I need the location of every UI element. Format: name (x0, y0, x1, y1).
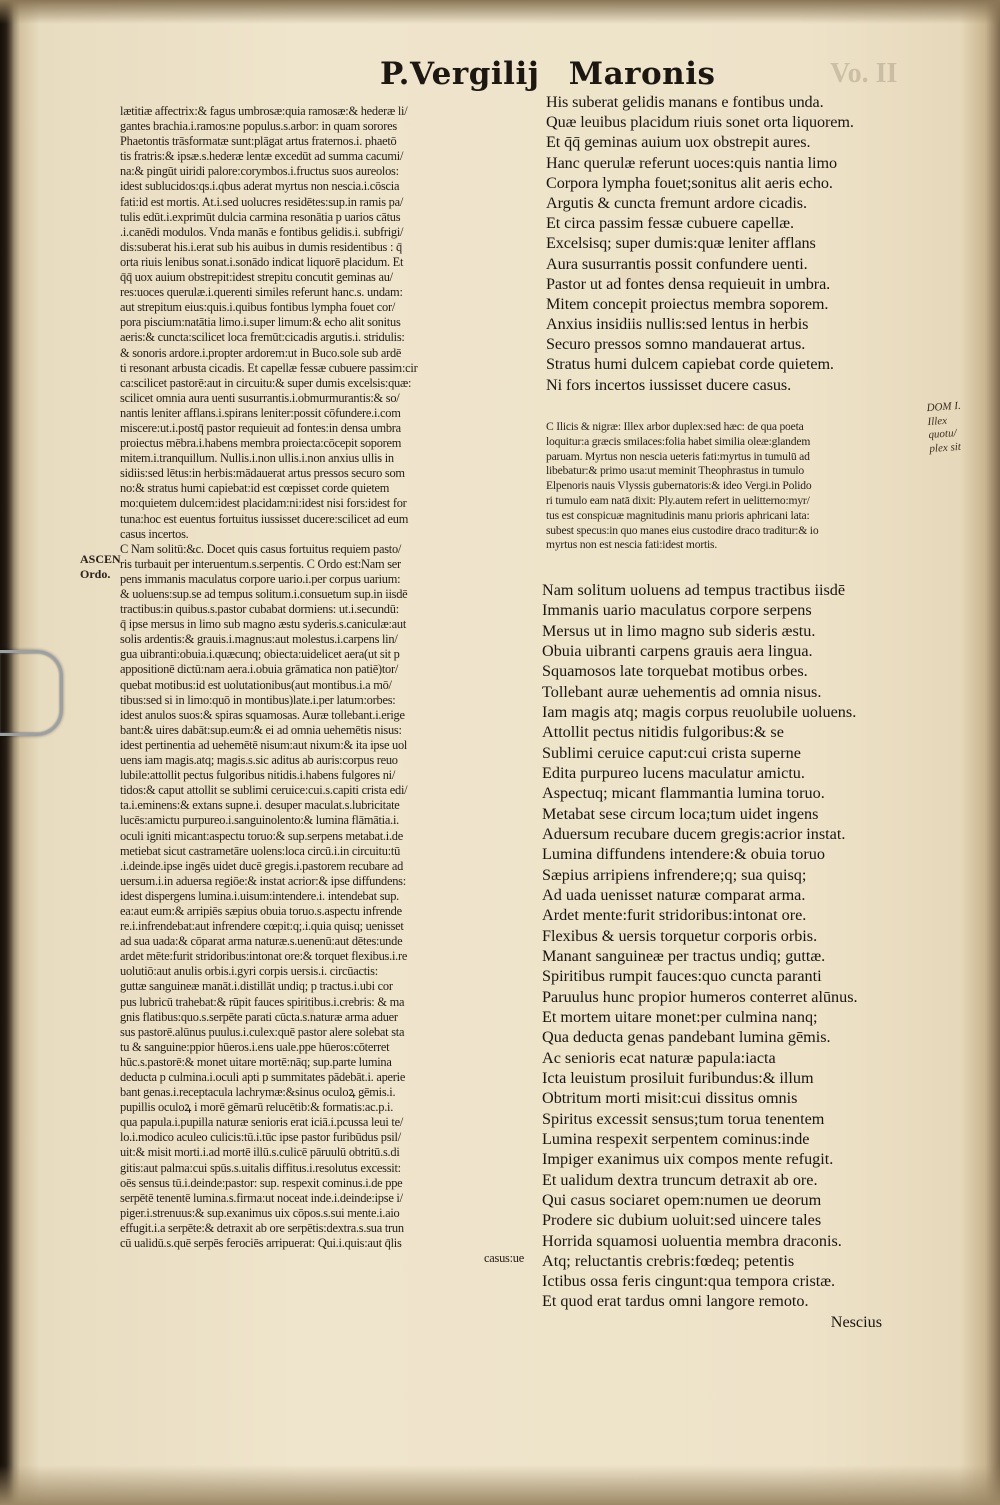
margin-note: DOM I. (926, 399, 962, 415)
margin-note: plex sit (929, 440, 962, 455)
verse-line: Prodere sic dubium uoluit:sed uincere tales (542, 1211, 822, 1230)
commentary-line: lætitiæ affectrix:& fagus umbrosæ:quia ramosæ:& hederæ li/ (120, 104, 408, 118)
verse-line: Attollit pectus nitidis fulgoribus:& se (542, 723, 784, 742)
verse-line: Argutis & cuncta fremunt ardore cicadis. (546, 193, 807, 212)
commentary-line: casus:ue (484, 1251, 524, 1266)
verse-line: Stratus humi dulcem capiebat corde quietem. (546, 355, 834, 374)
verse-line: Aduersum recubare ducem gregis:acrior instat. (542, 824, 846, 843)
commentary-line: no:& stratus humi capiebat:id est cœpisset corde quietem (120, 481, 390, 496)
verse-line: Squamosos late torquebat motibus orbes. (542, 662, 808, 681)
running-head-name: Maronis (568, 56, 716, 92)
commentary-line: sidiis:sed lētus:in herbis:mādauerat artus pressos securo som (120, 466, 405, 481)
margin-note: Illex (927, 414, 948, 428)
margin-note: quotu/ (928, 427, 957, 442)
page-top-edge (0, 0, 1000, 24)
commentary-line: .i.canēdi modulos. Vnda manās e fontibus gelidis.i. subfrigi/ (120, 224, 404, 239)
verse-line: Manant sanguineæ per tractus undiq; guttæ. (542, 946, 826, 965)
verse-line: Et ualidum dextra truncum detraxit ab ore. (542, 1170, 818, 1189)
verse-line: Excelsisq; super dumis:quæ leniter afflans (546, 234, 816, 253)
commentary-line: deducta p culmina.i.oculi apti p summitates pādebāt.i. aperie (120, 1070, 406, 1084)
commentary-line: tractibus:in quibus.s.pastor cubabat dormiens: ut.i.secundū: (120, 602, 399, 617)
commentary-line: lo.i.modico aculeo culicis:tū.i.tūc ipse pastor furibūdus psil/ (120, 1130, 401, 1145)
note-line: tus est conspicuæ magnitudinis manu prioris aphricani lata: (546, 508, 810, 522)
commentary-line: solis ardentis:& grauis.i.magnus:aut molestus.i.carpens lin/ (120, 632, 398, 647)
paper-clip (0, 650, 63, 736)
note-line: subest specus:in quo manes eius custodire draco traditur:& io (546, 523, 819, 537)
verse-line: Sublimi ceruice caput:cui crista superne (542, 743, 801, 762)
commentary-column (120, 104, 528, 1266)
commentary-line: re.i.infrendebat:aut infrendere cœpit:q;.i.quia quisq; uenisset (120, 919, 404, 934)
commentary-line: q̄ ipse mersus in limo sub magno æstu syderis.s.caniculæ:aut (120, 617, 407, 632)
running-head-author: P.Vergilij (380, 56, 540, 92)
note-line: paruam. Myrtus non nescia ueteris fati:myrtus in tumulū ad (546, 449, 810, 463)
commentary-line: gantes brachia.i.ramos:ne populus.s.arbor: in quam sorores (120, 119, 397, 134)
commentary-line: mo:quietem dulcem:idest placidam:ni:idest nisi fors:idest for (120, 496, 407, 511)
commentary-line: gua uibranti:obuia.i.quæcunq; obiecta:uidelicet aera(ut sit p (120, 647, 400, 662)
verse-line: Corpora lympha fouet;sonitus alit aeris echo. (546, 173, 833, 192)
verse-line: Ardet mente:furit stridoribus:intonat ore. (542, 906, 807, 925)
commentary-line: tidos:& caput attollit se sublimi ceruice:cui.s.capiti crista edi/ (120, 783, 408, 798)
commentary-line: uersum.i.in aduersa regiōe:& instat acrior:& ipse diffundens: (120, 873, 406, 888)
verse-line: Immanis uario maculatus corpore serpens (542, 601, 812, 620)
commentary-line: na:& pingūt uiridi palore:corymbos.i.fructus suos aureolos: (120, 164, 399, 179)
commentary-line: gitis:aut palma:cui spūs.s.uitalis diffitus.i.resolutus excessit: (120, 1160, 401, 1175)
verse-line: Mersus ut in limo magno sub sideris æstu. (542, 621, 816, 640)
commentary-line: lucēs:amictu purpureo.i.sanguinolento:& lumina flāmātia.i. (120, 813, 400, 828)
commentary-line: quebat motibus:id est uolutationibus(aut montibus.i.a mō/ (120, 677, 392, 692)
verse-block-bottom (542, 580, 922, 1332)
verse-line: Et q̄q̄ geminas auium uox obstrepit aures. (546, 133, 811, 152)
verse-line: Atq; reluctantis crebris:fœdeq; petentis (542, 1251, 795, 1270)
verse-line: Edita purpureo lucens maculatur amictu. (542, 763, 805, 782)
commentary-line: tis fratris:& ipsæ.s.hederæ lentæ excedūt ad summa cacumi/ (120, 149, 404, 164)
commentary-line: metiebat sicut castrametāre uolens:loca circū.i.in circuitu:tū (120, 843, 401, 858)
verse-line: Et mortem uitare monet:per culmina nanq; (542, 1007, 818, 1026)
commentary-line: dis:suberat his.i.erat sub his auibus in dumis residentibus : q̄ (120, 239, 402, 254)
commentary-line: bant genas.i.receptacula lachrymæ:&sinus oculoꝝ gēmis.i. (120, 1085, 396, 1100)
commentary-line: effugit.i.a serpēte:& detraxit ab ore serpētis:dextra.s.sua trun (120, 1220, 404, 1235)
verse-line: Spiritibus rumpit fauces:quo cuncta paranti (542, 967, 822, 986)
verse-line: Ac senioris ecat naturæ papula:iacta (542, 1048, 776, 1067)
commentary-line: aut strepitum eius:quis.i.quibus fontibus lympha fouet cor/ (120, 300, 396, 315)
commentary-line: ti resonant arbusta cicadis. Et capellæ fessæ cubuere passim:cir (120, 360, 418, 375)
commentary-line: oculi igniti micant:aspectu toruo:& sup.serpens metabat.i.de (120, 828, 403, 843)
commentary-line: piger.i.strenuus:& sup.exanimus uix cōpos.s.sui mente.i.aio (120, 1205, 400, 1220)
page-bottom-edge (0, 1465, 1000, 1505)
commentary-line: sus pastorē.alūnus puulus.i.culex:quē pastor alere solebat sta (120, 1024, 405, 1039)
commentary-line: tibus:sed si in limo:quō in montibus)late.i.per latum:orbes: (120, 692, 396, 707)
verse-line: Qui casus sociaret opem:numen ue deorum (542, 1190, 822, 1209)
commentary-line: hūc.s.pastorē:& monet uitare mortē:nāq; sup.parte lumina (120, 1054, 392, 1069)
note-line: C Ilicis & nigræ: Illex arbor duplex:sed hæc: de qua poeta (546, 420, 804, 433)
commentary-line: appositionē dictū:nam aera.i.obuia grāmatica non patiē)tor/ (120, 662, 399, 677)
commentary-note (546, 420, 926, 553)
commentary-line: pora piscium:natātia limo.i.super limum:& echo alit sonitus (120, 315, 401, 330)
commentary-line: scilicet omnia aura uenti susurrantis.i.obmurmurantis:& so/ (120, 390, 400, 405)
left-margin-notes (80, 552, 122, 582)
commentary-line: uens iam magis.atq; magis.s.sic aditus ab auris:corpus reuo (120, 753, 398, 768)
commentary-line: q̄q̄ uox auium obstrepit:idest strepitu concutit geminas au/ (120, 270, 393, 285)
verse-line: Nescius (830, 1312, 882, 1331)
verse-line: Securo pressos somno mandauerat artus. (546, 335, 806, 354)
commentary-line: casus incertos. (120, 526, 189, 541)
commentary-line: qua papula.i.pupilla naturæ senioris erat iciā.i.pcussa leui te/ (120, 1115, 404, 1130)
commentary-line: ad sua uada:& cōparat arma naturæ.s.uenenū:aut dētes:unde (120, 934, 403, 949)
verse-line: Et circa passim fessæ cubuere capellæ. (546, 214, 794, 233)
commentary-line: pupillis oculoꝝ i morē gēmarū relucētib:& formatis:ac.p.i. (120, 1100, 394, 1115)
binding-gutter-shadow (0, 0, 20, 1505)
commentary-line: Phaetontis trāsformatæ sunt:plāgat artus fraternos.i. phaetō (120, 134, 397, 149)
commentary-line: tulis edūt.i.exprimūt dulcia carmina resonātia p uarios cātus (120, 209, 401, 224)
margin-note: ASCEN (80, 552, 121, 566)
commentary-line: idest pertinentia ad uehemētē nisum:aut nixum:& ita ipse uol (120, 737, 408, 752)
note-line: loquitur:a græcis smilaces:folia habet similia oleæ:glandem (546, 434, 811, 448)
commentary-line: serpētē tenentē lumina.s.firma:ut noceat inde.i.deinde:ipse i/ (120, 1190, 403, 1205)
commentary-line: res:uoces querulæ.i.querenti similes referunt hanc.s. undam: (120, 285, 403, 300)
verse-line: Pastor ut ad fontes densa requieuit in umbra. (546, 274, 831, 293)
commentary-line: oēs sensus tū.i.deinde:pastor: sup. respexit cominus.i.de ppe (120, 1175, 403, 1190)
verse-line: Hanc querulæ referunt uoces:quis nantia limo (546, 153, 837, 172)
commentary-line: lubile:attollit pectus fulgoribus nitidis.i.habens fulgores ni/ (120, 768, 396, 783)
commentary-line: aeris:& cuncta:scilicet loca fremūt:cicadis argutis.i. stridulis: (120, 330, 405, 345)
commentary-line: & sonoris ardore.i.propter ardorem:ut in Buco.sole sub ardē (120, 345, 402, 360)
commentary-line: ca:scilicet pastorē:aut in circuitu:& super dumis excelsis:quæ: (120, 375, 412, 390)
commentary-line: cū ualidū.s.quē serpēs ferociēs arripuerat: Qui.i.quis:aut q̄lis (120, 1236, 402, 1251)
commentary-line: gnis flatibus:quo.s.serpēte parati cūcta.s.naturæ arma aduer (120, 1009, 398, 1024)
margin-note: Ordo. (80, 567, 111, 581)
verse-line: Et quod erat tardus omni langore remoto. (542, 1292, 809, 1311)
verse-line: Ni fors incertos iussisset ducere casus. (546, 375, 792, 394)
commentary-line: ris turbauit per interuentum.s.serpentis. C Ordo est:Nam ser (120, 556, 401, 571)
commentary-line: idest anulos suos:& spiras squamosas. Auræ tollebant.i.erige (120, 707, 405, 722)
commentary-line: bant:& uires dabāt:sup.eum:& ei ad omnia uehemētis nisus: (120, 722, 402, 737)
commentary-line: ta.i.eminens:& extans supne.i. desuper maculat.s.lubricitate (120, 798, 400, 813)
commentary-line: tu & sanguine:ppior hūeros.i.ens uale.ppe hūeros:cōterret (120, 1039, 390, 1054)
commentary-line: orta riuis lenibus sonat.i.sonādo indicat liquorē placidum. Et (120, 254, 404, 269)
verse-line: Mitem concepit proiectus membra soporem. (546, 294, 829, 313)
commentary-line: .i.deinde.ipse ingēs uidet ducē gregis.i.pastorem recubare ad (120, 858, 404, 873)
commentary-line: fati:id est mortis. At.i.sed uolucres residētes:sup.in ramis pa/ (120, 194, 404, 209)
note-line: ri tumulo eam natā dixit: Ply.autem refert in uelitterno:myr/ (546, 493, 810, 507)
commentary-line: mitem.i.tranquillum. Nullis.i.non ullis.i.non anxius ullis in (120, 451, 394, 466)
verse-line: Metabat sese circum loca;tum uidet ingens (542, 804, 819, 823)
commentary-line: proiectus mēbra.i.habens membra proiecta:cōcepit soporem (120, 436, 402, 451)
note-line: Elpenoris nauis Vlyssis gubernatoris:& ideo Vergi.in Polido (546, 479, 812, 493)
commentary-line: miscere:ut.i.postq̄ pastor requieuit ad fontes:in densa umbra (120, 420, 401, 435)
verse-line: Sæpius arripiens infrendere;q; sua quisq; (542, 865, 807, 884)
verse-line: Nam solitum uoluens ad tempus tractibus iisdē (542, 581, 846, 599)
verse-line: Iam magis atq; magis corpus reuolubile uoluens. (542, 702, 857, 721)
verse-line: Lumina diffundens intendere:& obuia toruo (542, 845, 825, 864)
commentary-line: pens immanis maculatus corpore uario.i.per corpus uarium: (120, 571, 401, 586)
commentary-line: & uoluens:sup.se ad tempus solitum.i.consuetum sup.in iisdē (120, 587, 408, 601)
verse-line: Lumina respexit serpentem cominus:inde (542, 1129, 810, 1148)
verse-line: Aura susurrantis possit confundere uenti. (546, 254, 808, 273)
commentary-line: idest sublucidos:qs.i.qbus aderat myrtus non nescia.i.cōscia (120, 179, 400, 194)
verse-line: Aspectuq; micant flammantia lumina toruo. (542, 784, 825, 803)
commentary-line: nantis leniter afflans.i.spirans leniter:possit cōfundere.i.com (120, 405, 401, 420)
verse-line: Horrida squamosi uoluentia membra draconis. (542, 1231, 842, 1250)
verse-line: Quæ leuibus placidum riuis sonet orta liquorem. (546, 113, 854, 132)
running-head-showthrough: Vo. II (830, 58, 898, 89)
verse-block-top (546, 92, 926, 395)
commentary-line: C Nam solitū:&c. Docet quis casus fortuitus requiem pasto/ (120, 541, 402, 556)
right-margin-notes (926, 398, 990, 456)
commentary-line: idest dispergens lumina.i.uisum:intendere.i. intendebat sup. (120, 888, 399, 903)
verse-line: His suberat gelidis manans e fontibus unda. (546, 93, 824, 111)
verse-line: Ad uada uenisset naturæ comparat arma. (542, 885, 806, 904)
verse-line: Paruulus hunc propior humeros conterret alūnus. (542, 987, 858, 1006)
verse-line: Obuia uibranti carpens grauis aera lingua. (542, 641, 813, 660)
note-line: libebatur:& primo usa:ut meminit Theophrastus in tumulo (546, 464, 804, 478)
commentary-line: ardet mēte:furit stridoribus:intonat ore:& torquet flexibus.i.re (120, 949, 408, 964)
commentary-line: uit:& misit morti.i.ad mortē illū.s.culicē pāruulū obtritū.s.di (120, 1145, 400, 1160)
commentary-line: ea:aut eum:& arripiēs sæpius obuia toruo.s.aspectu infrende (120, 903, 402, 918)
commentary-line: uolutiō:aut anulis orbis.i.gyri corpis uersis.i. circūactis: (120, 964, 378, 979)
verse-line: Spiritus excessit sensus;tum torua tenentem (542, 1109, 825, 1128)
verse-line: Impiger exanimus uix compos mente refugit. (542, 1150, 834, 1169)
verse-line: Anxius insidiis nullis:sed lentus in herbis (546, 315, 809, 334)
commentary-line: pus lubricū trahebat:& rūpit fauces spiritibus.i.crebris: & ma (120, 994, 405, 1009)
verse-line: Tollebant auræ uehementis ad omnia nisus. (542, 682, 822, 701)
verse-line: Obtritum morti misit:cui dissitus omnis (542, 1089, 798, 1108)
verse-line: Icta leuistum prosiluit furibundus:& illum (542, 1068, 814, 1087)
commentary-line: guttæ sanguineæ manāt.i.distillāt undiq; p tractus.i.ubi cor (120, 979, 393, 994)
verse-line: Flexibus & uersis torquetur corporis orbis. (542, 926, 818, 945)
verse-line: Qua deducta genas pandebant lumina gēmis. (542, 1028, 831, 1047)
note-line: myrtus non est nescia fati:idest mortis. (546, 538, 718, 552)
verse-line: Ictibus ossa feris cingunt:qua tempora cristæ. (542, 1272, 836, 1291)
commentary-line: tuna:hoc est euentus fortuitus iussisset ducere:scilicet ad eum (120, 511, 409, 526)
